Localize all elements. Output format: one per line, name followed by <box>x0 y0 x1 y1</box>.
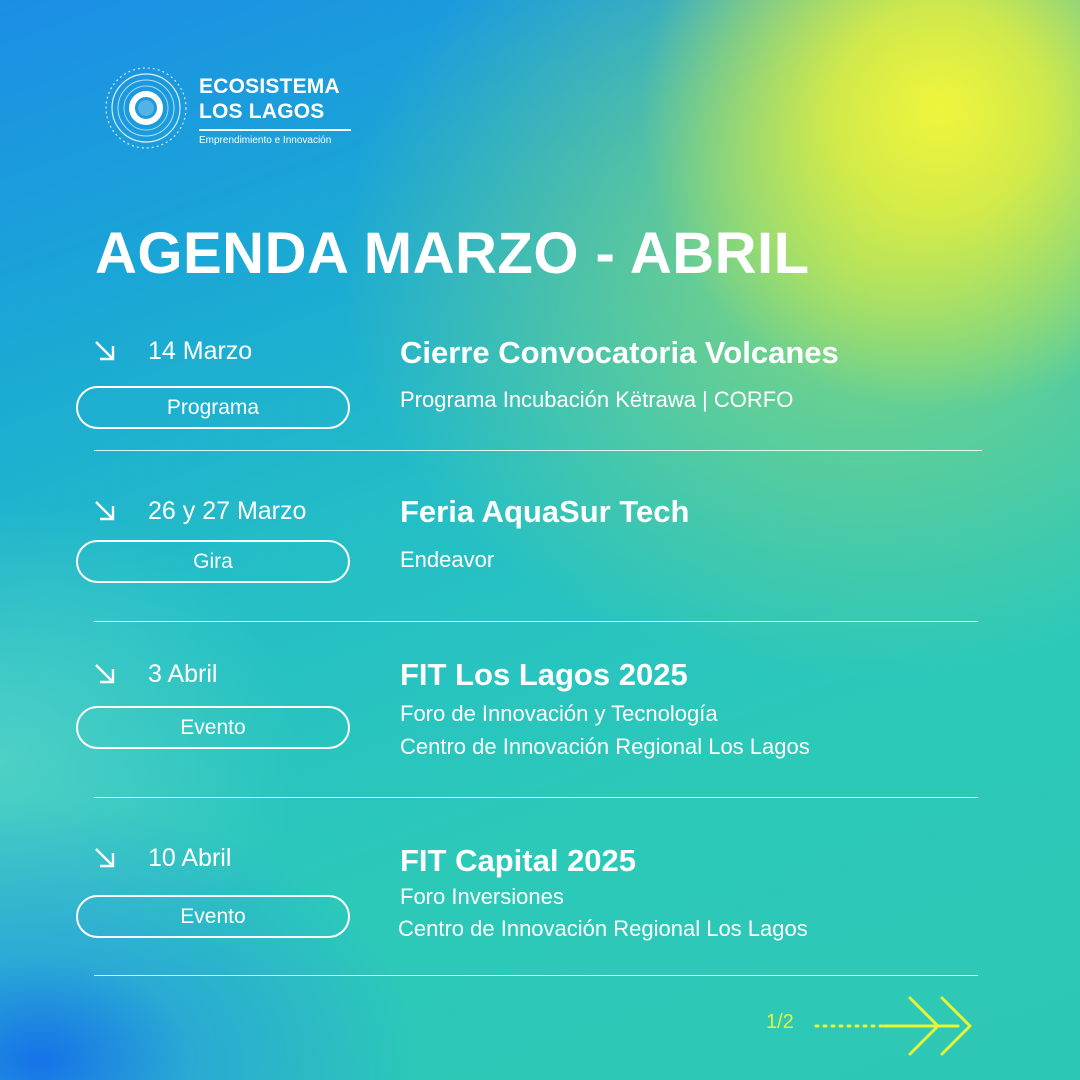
divider <box>94 621 978 622</box>
event-title: FIT Capital 2025 <box>400 843 637 878</box>
event-category-badge: Evento <box>76 706 350 749</box>
divider <box>94 450 982 451</box>
event-date: 26 y 27 Marzo <box>148 497 307 525</box>
event-title: Cierre Convocatoria Volcanes <box>400 335 839 370</box>
concentric-rings-logo-icon <box>104 66 188 150</box>
arrow-down-right-icon <box>92 338 118 364</box>
divider <box>94 975 978 976</box>
event-detail: Centro de Innovación Regional Los Lagos <box>398 916 808 941</box>
event-title: FIT Los Lagos 2025 <box>400 657 688 692</box>
event-detail: Centro de Innovación Regional Los Lagos <box>400 734 810 759</box>
arrow-down-right-icon <box>92 498 118 524</box>
event-category-badge: Evento <box>76 895 350 938</box>
page-title: AGENDA MARZO - ABRIL <box>95 221 810 286</box>
divider <box>94 797 978 798</box>
event-date: 14 Marzo <box>148 337 253 365</box>
event-detail: Programa Incubación Këtrawa | CORFO <box>400 387 794 412</box>
event-date: 10 Abril <box>148 844 232 872</box>
brand-divider <box>199 129 351 131</box>
event-detail: Endeavor <box>400 547 495 572</box>
event-category-badge: Programa <box>76 386 350 429</box>
brand-tagline: Emprendimiento e Innovación <box>199 135 332 146</box>
brand-name-line2: LOS LAGOS <box>199 100 325 123</box>
brand-logo <box>104 66 364 156</box>
brand-name-line1: ECOSISTEMA <box>199 75 340 98</box>
double-chevron-right-icon[interactable] <box>810 992 980 1062</box>
event-title: Feria AquaSur Tech <box>400 494 690 529</box>
page-indicator: 1/2 <box>766 1011 794 1033</box>
event-date: 3 Abril <box>148 660 218 688</box>
event-detail: Foro de Innovación y Tecnología <box>400 701 718 726</box>
arrow-down-right-icon <box>92 845 118 871</box>
arrow-down-right-icon <box>92 661 118 687</box>
event-detail: Foro Inversiones <box>400 884 564 909</box>
event-category-badge: Gira <box>76 540 350 583</box>
